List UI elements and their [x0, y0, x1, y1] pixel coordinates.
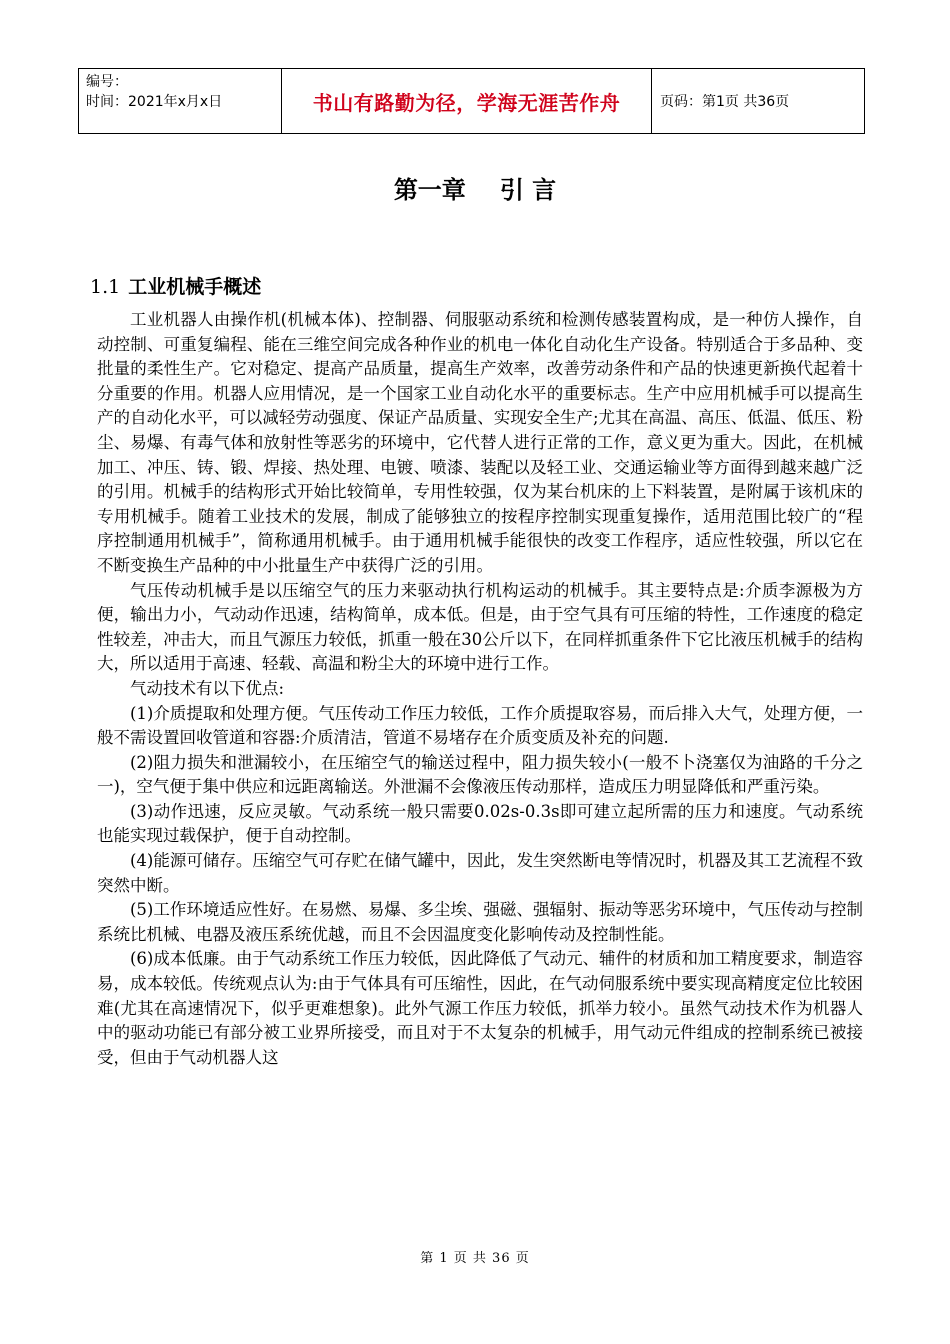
serial-label: 编号：	[86, 74, 128, 90]
list-item: (3)动作迅速，反应灵敏。气动系统一般只需要0.02s-0.3s即可建立起所需的压力和速度。气动系统也能实现过载保护，便于自动控制。	[97, 801, 863, 846]
list-item: (4)能源可储存。压缩空气可存贮在储气罐中，因此，发生突然断电等情况时，机器及其工艺流程不致突然中断。	[97, 851, 863, 895]
header-meta	[79, 69, 282, 133]
chapter-subtitle: 引 言	[499, 176, 557, 204]
header-page-info: 页码：第1页 共36页	[660, 94, 790, 110]
chapter-heading	[0, 170, 950, 205]
section-title: 工业机械手概述	[128, 276, 262, 298]
paragraph: 气压传动机械手是以压缩空气的压力来驱动执行机构运动的机械手。其主要特点是:介质李源极为方便，输出力小，气动动作迅速，结构简单，成本低。但是，由于空气具有可压缩的特性，工作速度的稳定性较差，冲击大，而且气源压力较低，抓重一般在30公斤以下，在同样抓重条件下它比液压机械手的结构大，所以适用于高速、轻载、高温和粉尘大的环境中进行工作。	[97, 580, 863, 674]
section-heading	[90, 272, 261, 299]
chapter-title: 第一章	[393, 176, 466, 204]
time-label: 时间：2021年x月x日	[86, 94, 223, 110]
list-item: (2)阻力损失和泄漏较小，在压缩空气的输送过程中，阻力损失较小(一般不卜浇塞仅为油路的千分之一)，空气便于集中供应和远距离输送。外泄漏不会像液压传动那样，造成压力明显降低和严重污染。	[97, 752, 863, 797]
paragraph: 气动技术有以下优点:	[130, 678, 285, 698]
list-item: (1)介质提取和处理方便。气压传动工作压力较低，工作介质提取容易，而后排入大气，处理方便，一般不需设置回收管道和容器:介质清洁，管道不易堵存在介质变质及补充的问题.	[97, 703, 863, 748]
section-number: 1.1	[90, 276, 121, 298]
list-item: (5)工作环境适应性好。在易燃、易爆、多尘埃、强磁、强辐射、振动等恶劣环境中，气压传动与控制系统比机械、电器及液压系统优越，而且不会因温度变化影响传动及控制性能。	[97, 900, 863, 944]
header-table	[78, 68, 865, 134]
paragraph: 工业机器人由操作机(机械本体)、控制器、伺服驱动系统和检测传感装置构成，是一种仿人操作，自动控制、可重复编程、能在三维空间完成各种作业的机电一体化自动化生产设备。特别适合于多品种、变批量的柔性生产。它对稳定、提高产品质量，提高生产效率，改善劳动条件和产品的快速更新换代起着十分重要的作用。机器人应用情况，是一个国家工业自动化水平的重要标志。生产中应用机械手可以提高生产的自动化水平，可以减轻劳动强度、保证产品质量、实现安全生产;尤其在高温、高压、低温、低压、粉尘、易爆、有毒气体和放射性等恶劣的环境中，它代替人进行正常的工作，意义更为重大。因此，在机械加工、冲压、铸、锻、焊接、热处理、电镀、喷漆、装配以及轻工业、交通运输业等方面得到越来越广泛的引用。机械手的结构形式开始比较简单，专用性较强，仅为某台机床的上下料装置，是附属于该机床的专用机械手。随着工业技术的发展，制成了能够独立的按程序控制实现重复操作，适用范围比较广的“程序控制通用机械手”，简称通用机械手。由于通用机械手能很快的改变工作程序，适应性较强，所以它在不断变换生产品种的中小批量生产中获得广泛的引用。	[97, 310, 863, 575]
header-motto: 书山有路勤为径，学海无涯苦作舟	[282, 69, 652, 133]
list-item: (6)成本低廉。由于气动系统工作压力较低，因此降低了气动元、辅件的材质和加工精度要求，制造容易，成本较低。传统观点认为:由于气体具有可压缩性，因此，在气动伺服系统中要实现高精度定位比较困难(尤其在高速情况下，似乎更难想象)。此外气源工作压力较低，抓举力较小。虽然气动技术作为机器人中的驱动功能已有部分被工业界所接受，而且对于不太复杂的机械手，用气动元件组成的控制系统已被接受，但由于气动机器人这	[97, 949, 863, 1067]
page-footer: 第 1 页 共 36 页	[420, 1251, 530, 1266]
body-text	[97, 308, 863, 1070]
